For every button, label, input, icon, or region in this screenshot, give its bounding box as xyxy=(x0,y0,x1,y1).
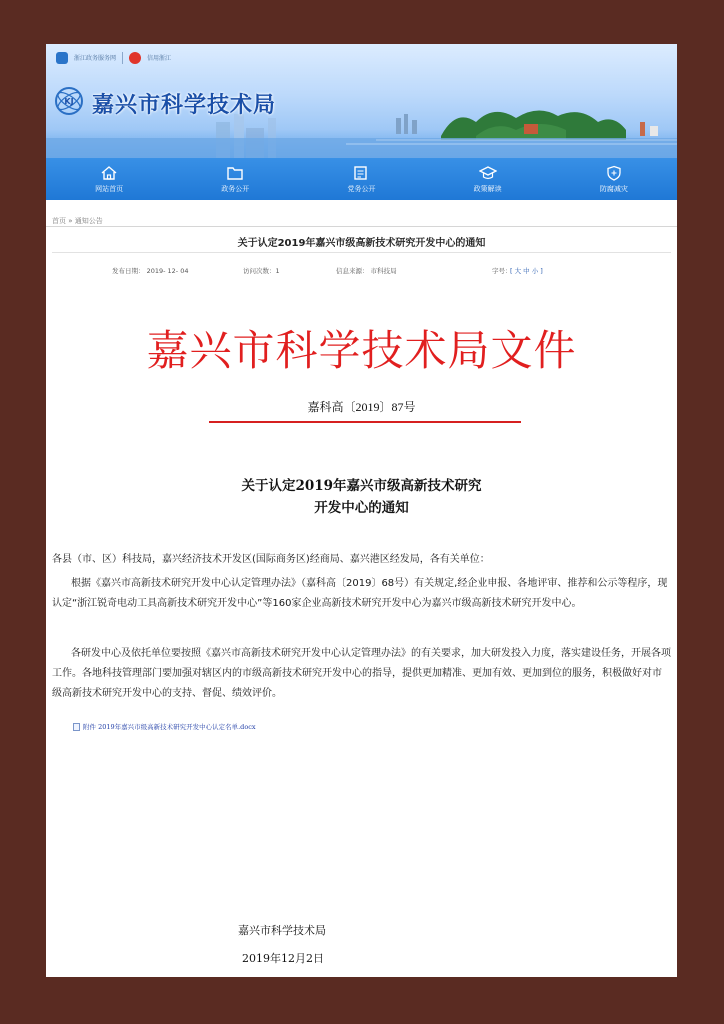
document-icon xyxy=(352,165,370,181)
nav-label: 党务公开 xyxy=(347,184,376,193)
info-source: 信息来源： 市科技局 xyxy=(336,267,397,275)
attachment-filename[interactable]: 附件 2019年嘉兴市级高新技术研究开发中心认定名单.docx xyxy=(83,723,256,731)
nav-item-policy-interpretation[interactable] xyxy=(438,158,538,200)
document-red-header: 嘉兴市科学技术局文件 xyxy=(146,326,577,375)
nav-label: 防腐减灾 xyxy=(599,184,628,193)
site-title[interactable]: 嘉兴市科学技术局 xyxy=(92,93,277,118)
portal-divider xyxy=(122,52,123,64)
folder-icon xyxy=(226,165,244,181)
publish-date: 发布日期： 2019- 12- 04 xyxy=(112,267,189,275)
visit-count: 访问次数：1 xyxy=(243,267,280,275)
font-size-label: 字号： xyxy=(492,267,512,275)
signature-date: 2019年12月2日 xyxy=(242,952,324,965)
site-banner xyxy=(46,44,677,158)
document-title-line-2: 开发中心的通知 xyxy=(314,500,409,516)
document-title-line-1: 关于认定2019年嘉兴市级高新技术研究 xyxy=(241,478,482,494)
divider xyxy=(46,226,677,227)
red-divider xyxy=(209,421,521,423)
document-number: 嘉科高〔2019〕87号 xyxy=(307,400,416,414)
main-nav xyxy=(46,158,677,200)
shield-icon xyxy=(605,165,623,181)
nav-label: 网站首页 xyxy=(95,184,124,193)
docx-file-icon xyxy=(73,723,80,731)
nav-item-disaster-prevention[interactable] xyxy=(564,158,664,200)
font-size-control[interactable]: [ 大 中 小 ] xyxy=(510,267,543,275)
article-title: 关于认定2019年嘉兴市级高新技术研究开发中心的通知 xyxy=(237,238,486,249)
document-page xyxy=(46,44,677,977)
body-paragraph-1: 根据《嘉兴市高新技术研究开发中心认定管理办法》（嘉科高〔2019〕68号）有关规定,经企业申报、各地评审、推荐和公示等程序，现认定“浙江锐奇电动工具高新技术研究开发中心”等160家企业高新技术研究开发中心为嘉兴市级高新技术研究开发中心。 xyxy=(52,578,668,609)
portal-link-zhejiang-gov[interactable]: 浙江政务服务网 xyxy=(74,54,117,62)
document-title xyxy=(46,475,677,519)
nav-item-party-affairs[interactable] xyxy=(311,158,411,200)
graduation-cap-icon xyxy=(479,165,497,181)
portal-links xyxy=(56,50,171,66)
zhejiang-gov-logo-icon[interactable] xyxy=(56,52,68,64)
portal-link-credit-zhejiang[interactable]: 信用浙江 xyxy=(147,54,172,62)
divider xyxy=(52,252,671,253)
credit-zhejiang-logo-icon[interactable] xyxy=(129,52,141,64)
svg-text:KJ: KJ xyxy=(64,97,74,106)
breadcrumb[interactable]: 首页 » 通知公告 xyxy=(52,217,103,225)
signature-organization: 嘉兴市科学技术局 xyxy=(238,924,326,937)
nav-label: 政务公开 xyxy=(221,184,250,193)
body-paragraph-2: 各研发中心及依托单位要按照《嘉兴市高新技术研究开发中心认定管理办法》的有关要求，加大研发投入力度，落实建设任务，开展各项工作。各地科技管理部门要加强对辖区内的市级高新技术研究开发中心的指导，提供更加精准、更加有效、更加到位的服务，积极做好对市级高新技术研究开发中心的支持、督促、绩效评价。 xyxy=(52,648,671,699)
salutation: 各县（市、区）科技局，嘉兴经济技术开发区(国际商务区)经商局、嘉兴港区经发局，各有关单位： xyxy=(52,554,490,565)
nav-item-home[interactable] xyxy=(59,158,159,200)
attachment-link[interactable] xyxy=(73,722,256,731)
bureau-emblem-icon xyxy=(54,86,84,116)
home-icon xyxy=(100,165,118,181)
nav-label: 政策解读 xyxy=(473,184,502,193)
nav-item-government-affairs[interactable] xyxy=(185,158,285,200)
